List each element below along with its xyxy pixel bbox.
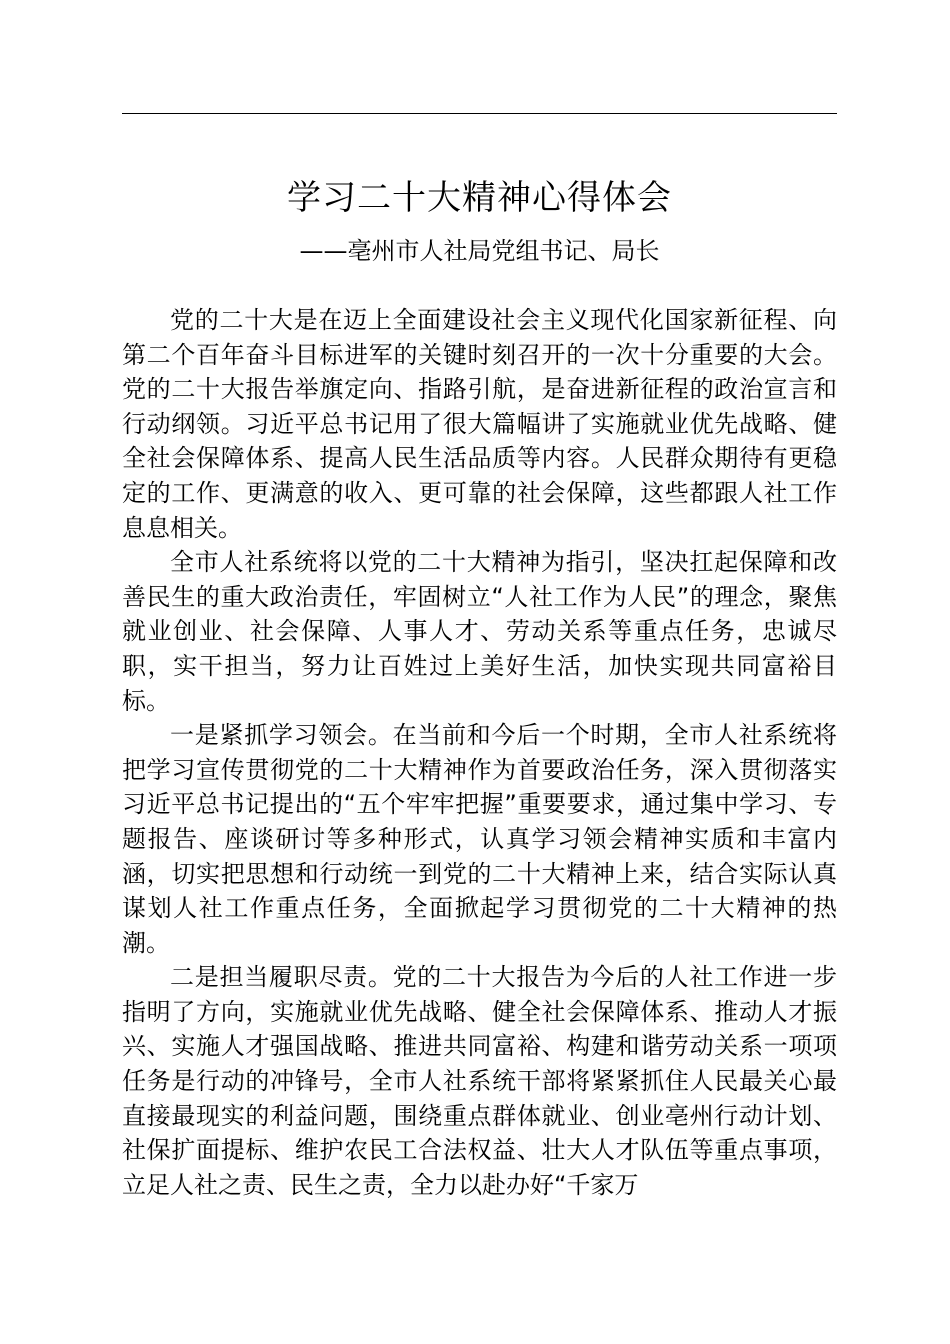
header-rule (122, 113, 837, 114)
paragraph-4: 二是担当履职尽责。党的二十大报告为今后的人社工作进一步指明了方向，实施就业优先战略、健全社会保障体系、推动人才振兴、实施人才强国战略、推进共同富裕、构建和谐劳动关系一项项任务是行动的冲锋号，全市人社系统干部将紧紧抓住人民最关心最直接最现实的利益问题，围绕重点群体就业、创业亳州行动计划、社保扩面提标、维护农民工合法权益、壮大人才队伍等重点事项，立足人社之责、民生之责，全力以赴办好“千家万 (122, 963, 837, 1199)
paragraph-2: 全市人社系统将以党的二十大精神为指引，坚决扛起保障和改善民生的重大政治责任，牢固树立“人社工作为人民”的理念，聚焦就业创业、社会保障、人事人才、劳动关系等重点任务，忠诚尽职，实干担当，努力让百姓过上美好生活，加快实现共同富裕目标。 (122, 548, 837, 715)
document-subtitle: ——亳州市人社局党组书记、局长 (299, 237, 660, 265)
document-body (122, 303, 837, 1202)
document-title: 学习二十大精神心得体会 (287, 178, 672, 218)
paragraph-1: 党的二十大是在迈上全面建设社会主义现代化国家新征程、向第二个百年奋斗目标进军的关键时刻召开的一次十分重要的大会。党的二十大报告举旗定向、指路引航，是奋进新征程的政治宣言和行动纲领。习近平总书记用了很大篇幅讲了实施就业优先战略、健全社会保障体系、提高人民生活品质等内容。人民群众期待有更稳定的工作、更满意的收入、更可靠的社会保障，这些都跟人社工作息息相关。 (122, 306, 837, 542)
paragraph-3: 一是紧抓学习领会。在当前和今后一个时期，全市人社系统将把学习宣传贯彻党的二十大精神作为首要政治任务，深入贯彻落实习近平总书记提出的“五个牢牢把握”重要要求，通过集中学习、专题报告、座谈研讨等多种形式，认真学习领会精神实质和丰富内涵，切实把思想和行动统一到党的二十大精神上来，结合实际认真谋划人社工作重点任务，全面掀起学习贯彻党的二十大精神的热潮。 (122, 721, 837, 957)
